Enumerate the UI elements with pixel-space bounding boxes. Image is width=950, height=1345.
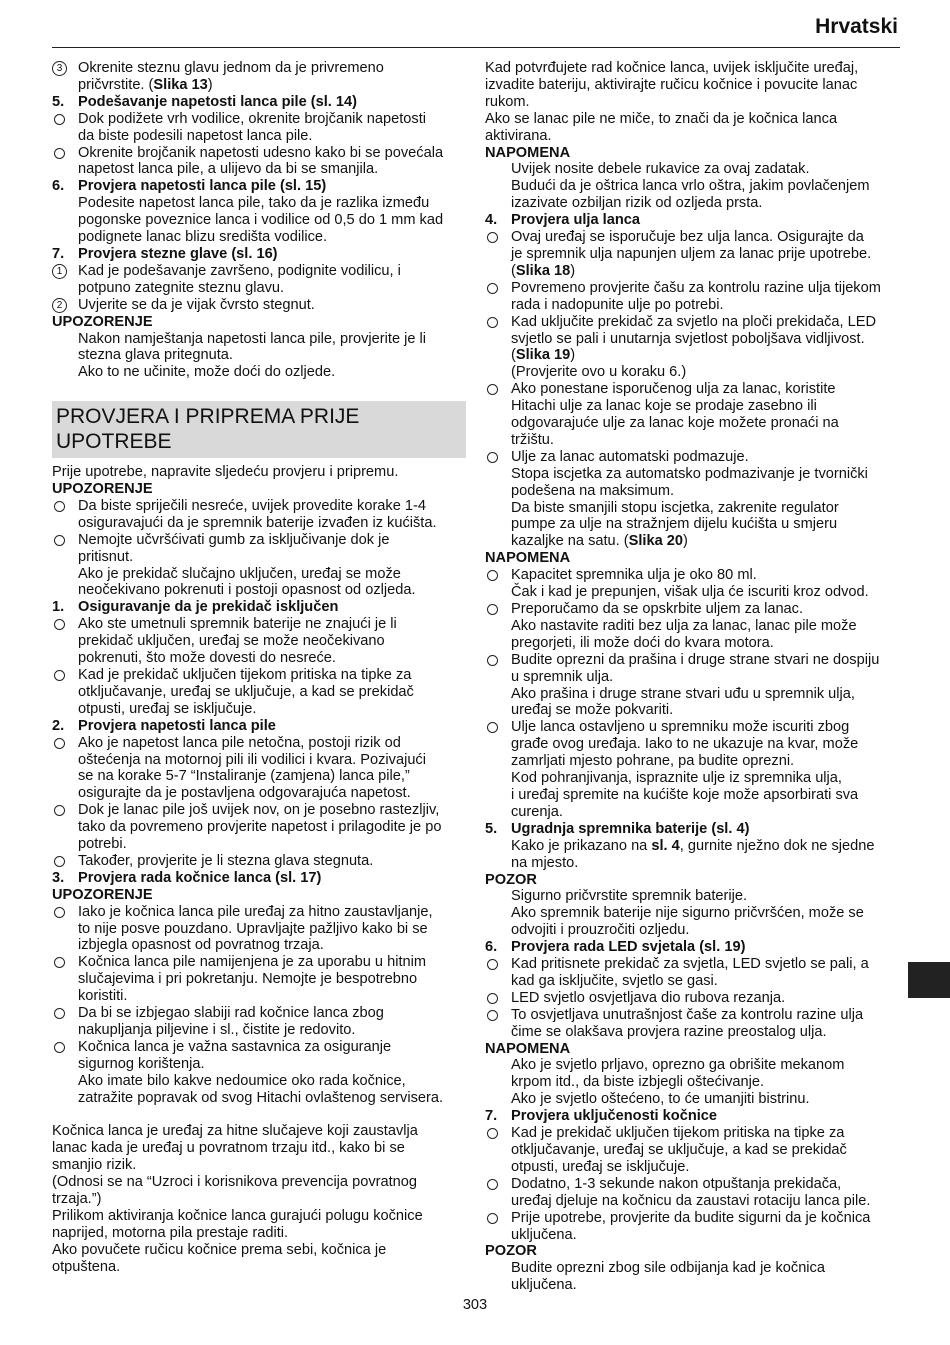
list-item: Preporučamo da se opskrbite uljem za lanac. Ako nastavite raditi bez ulja za lanac, lanac pile može pregorjeti, ili može doći do kvara motora. <box>485 601 900 652</box>
warning-label: UPOZORENJE <box>52 481 153 498</box>
bullet-circle-icon <box>487 722 498 733</box>
list-item: Također, provjerite je li stezna glava stegnuta. <box>52 853 466 870</box>
numbered-heading: 5. Podešavanje napetosti lanca pile (sl. 14) <box>52 93 358 110</box>
list-item: To osvjetljava unutrašnjost čaše za kontrolu razine ulja čime se olakšava provjera razine preostalog ulja. <box>485 1007 900 1041</box>
list-item <box>52 111 466 145</box>
numbered-heading: 7. Provjera stezne glave (sl. 16) <box>52 245 278 262</box>
numbered-heading: 6. Provjera napetosti lanca pile (sl. 15) <box>52 178 327 195</box>
list-item: Ovaj uređaj se isporučuje bez ulja lanca. Osigurajte da je spremnik ulja napunjen uljem za lanac prije upotrebe. (Slika 18) <box>485 229 900 280</box>
list-item <box>52 145 466 179</box>
note-label: NAPOMENA <box>485 144 571 161</box>
numbered-heading: 3. Provjera rada kočnice lanca (sl. 17) <box>52 869 322 886</box>
bullet-circle-icon <box>487 384 498 395</box>
list-item: LED svjetlo osvjetljava dio rubova rezanja. <box>485 990 900 1007</box>
bullet-circle-icon <box>487 959 498 970</box>
text-line: Okrenite steznu glavu jednom da je privremeno <box>78 60 384 76</box>
numbered-heading: 5. Ugradnja spremnika baterije (sl. 4) <box>485 820 750 837</box>
note-text: Ako je svjetlo prljavo, oprezno ga obrišite mekanom krpom itd., da biste izbjegli oštećivanje. Ako je svjetlo oštećeno, to će umanjiti bistrinu. <box>511 1057 845 1108</box>
note-label: NAPOMENA <box>485 1040 571 1057</box>
bullet-circle-icon <box>487 655 498 666</box>
paragraph: Podesite napetost lanca pile, tako da je razlika između pogonske poveznice lanca i vodilice od 0,5 do 1 mm kad podignete lanac blizu središta vodilice. <box>78 195 444 246</box>
caution-label: POZOR <box>485 871 537 888</box>
bullet-circle-icon <box>54 535 65 546</box>
bullet-circle-icon <box>54 907 65 918</box>
bullet-circle-icon <box>487 1010 498 1021</box>
intro-text: Prije upotrebe, napravite sljedeću provjeru i pripremu. <box>52 464 399 481</box>
numbered-heading: 2. Provjera napetosti lanca pile <box>52 717 276 734</box>
bullet-circle-icon <box>54 670 65 681</box>
list-item: Dodatno, 1-3 sekunde nakon otpuštanja prekidača, uređaj djeluje na kočnicu da zaustavi rotaciju lanca pile. <box>485 1176 900 1210</box>
bullet-circle-icon <box>54 501 65 512</box>
list-item: Dok je lanac pile još uvijek nov, on je posebno rastezljiv, tako da povremeno provjerite napetost i prilagodite je po potrebi. <box>52 802 466 853</box>
list-item: 1 Kad je podešavanje završeno, podignite vodilicu, i potpuno zategnite steznu glavu. <box>52 263 466 297</box>
list-item: Da bi se izbjegao slabiji rad kočnice lanca zbog nakupljanja piljevine i sl., čistite je redovito. <box>52 1005 466 1039</box>
bullet-circle-icon <box>487 570 498 581</box>
list-item: Ulje lanca ostavljeno u spremniku može iscuriti zbog građe ovog uređaja. Iako to ne ukazuje na kvar, može zamrljati mjesto pohrane, pa budite oprezni. Kod pohranjivanja, ispraznite ulje iz spremnika ulja, i uređaj spremite na kućište koje može apsorbirati sva curenja. <box>485 719 900 820</box>
bullet-circle-icon <box>54 957 65 968</box>
list-item: Ako je napetost lanca pile netočna, postoji rizik od oštećenja na motornoj pili ili vodilici i kvara. Pozivajući se na korake 5-7 “Instaliranje (zamjena) lanca pile,” osigurajte da je postavljena odgovarajuća napetost. <box>52 735 466 803</box>
numbered-heading: 6. Provjera rada LED svjetala (sl. 19) <box>485 939 746 956</box>
list-item: 2 Uvjerite se da je vijak čvrsto stegnut. <box>52 297 466 314</box>
text-line: pričvrstite. (Slika 13) <box>78 76 213 93</box>
section-heading: PROVJERA I PRIPREMA PRIJE UPOTREBE <box>52 401 466 458</box>
list-item: Da biste spriječili nesreće, uvijek provedite korake 1-4 osiguravajući da je spremnik baterije izvađen iz kućišta. <box>52 498 466 532</box>
language-label: Hrvatski <box>815 15 898 38</box>
header-rule <box>52 47 900 48</box>
list-item: Kočnica lanca je važna sastavnica za osiguranje sigurnog korištenja. Ako imate bilo kakve nedoumice oko rada kočnice, zatražite popravak od svog Hitachi ovlaštenog servisera. <box>52 1039 466 1107</box>
caution-text: Budite oprezni zbog sile odbijanja kad je kočnica uključena. <box>511 1260 825 1294</box>
bullet-circle-icon <box>54 148 65 159</box>
list-item: Ulje za lanac automatski podmazuje. Stopa iscjetka za automatsko podmazivanje je tvornički podešena na maksimum. Da biste smanjili stopu iscjetka, zakrenite regulator pumpe za ulje na stražnjem dijelu kućišta u smjeru kazaljke na satu. (Slika 20) <box>485 449 900 550</box>
text-line: napetost lanca pile, a ulijevo da bi se smanjila. <box>78 161 379 178</box>
list-item: Iako je kočnica lanca pile uređaj za hitno zaustavljanje, to nije posve pouzdano. Upravljajte pažljivo kako bi se izbjegla opasnost od povratnog trzaja. <box>52 904 466 955</box>
text-line: Okrenite brojčanik napetosti udesno kako bi se povećala <box>78 144 444 161</box>
list-item: Kad pritisnete prekidač za svjetla, LED svjetlo se pali, a kad ga isključite, svjetlo se gasi. <box>485 956 900 990</box>
bullet-circle-icon <box>54 1042 65 1053</box>
list-item: Kapacitet spremnika ulja je oko 80 ml. Čak i kad je prepunjen, višak ulja će iscuriti kroz odvod. <box>485 567 900 601</box>
list-item: Ako ponestane isporučenog ulja za lanac, koristite Hitachi ulje za lanac koje se prodaje zasebno ili odgovarajuće ulje za lanac koje možete pronaći na tržištu. <box>485 381 900 449</box>
page-number: 303 <box>462 1297 488 1313</box>
list-item <box>52 60 466 94</box>
language-tab-marker <box>908 962 950 998</box>
circled-number-marker: 3 <box>52 61 67 76</box>
paragraph: Kako je prikazano na sl. 4, gurnite nježno dok ne sjedne na mjesto. <box>511 837 875 871</box>
list-item: Kad uključite prekidač za svjetlo na ploči prekidača, LED svjetlo se pali i unutarnja svjetlost poboljšava vidljivost. (Slika 19) (Provjerite ovo u koraku 6.) <box>485 314 900 382</box>
bullet-circle-icon <box>487 993 498 1004</box>
bullet-circle-icon <box>54 619 65 630</box>
left-column <box>52 60 466 1276</box>
bullet-circle-icon <box>54 856 65 867</box>
text-line: Dok podižete vrh vodilice, okrenite brojčanik napetosti <box>78 110 427 127</box>
note-label: NAPOMENA <box>485 550 571 567</box>
list-item: Budite oprezni da prašina i druge strane stvari ne dospiju u spremnik ulja. Ako prašina i druge strane stvari uđu u spremnik ulja, uređaj se može pokvariti. <box>485 652 900 720</box>
numbered-heading: 1. Osiguravanje da je prekidač isključen <box>52 599 339 616</box>
numbered-heading: 4. Provjera ulja lanca <box>485 212 640 229</box>
bullet-circle-icon <box>54 1008 65 1019</box>
list-item: Kočnica lanca pile namijenjena je za uporabu u hitnim slučajevima i pri pokretanju. Nemojte je bespotrebno koristiti. <box>52 954 466 1005</box>
bullet-circle-icon <box>54 738 65 749</box>
bullet-circle-icon <box>487 232 498 243</box>
paragraph: Kad potvrđujete rad kočnice lanca, uvijek isključite uređaj, izvadite bateriju, aktivirajte ručicu kočnice i povucite lanac rukom. Ako se lanac pile ne miče, to znači da je kočnica lanca aktivirana. <box>485 60 859 144</box>
bullet-circle-icon <box>487 604 498 615</box>
note-text: Uvijek nosite debele rukavice za ovaj zadatak. Budući da je oštrica lanca vrlo oštra, jakim povlačenjem izazivate ozbiljan rizik od ozljeda prsta. <box>511 161 870 212</box>
bullet-circle-icon <box>487 1179 498 1190</box>
list-item: Kad je prekidač uključen tijekom pritiska na tipke za otključavanje, uređaj se uključuje, a kad se prekidač otpusti, uređaj se isključuje. <box>485 1125 900 1176</box>
bullet-circle-icon <box>487 452 498 463</box>
list-item: Ako ste umetnuli spremnik baterije ne znajući je li prekidač uključen, uređaj se može neočekivano pokrenuti, što može dovesti do nesreće. <box>52 616 466 667</box>
circled-number-marker: 1 <box>52 264 67 279</box>
bullet-circle-icon <box>487 1128 498 1139</box>
list-item: Povremeno provjerite čašu za kontrolu razine ulja tijekom rada i nadopunite ulje po potrebi. <box>485 280 900 314</box>
paragraph: Kočnica lanca je uređaj za hitne slučajeve koji zaustavlja lanac kada je uređaj u povratnom trzaju itd., kako bi se smanjio rizik. (Odnosi se na “Uzroci i korisnikova prevencija povratnog trzaja.”) Prilikom aktiviranja kočnice lanca gurajući polugu kočnice naprijed, motorna pila prestaje raditi. Ako povučete ručicu kočnice prema sebi, kočnica je otpuštena. <box>52 1123 423 1275</box>
bullet-circle-icon <box>487 1213 498 1224</box>
numbered-heading: 7. Provjera uključenosti kočnice <box>485 1108 718 1125</box>
caution-text: Sigurno pričvrstite spremnik baterije. Ako spremnik baterije nije sigurno pričvršćen, može se odvojiti i prouzročiti ozljedu. <box>511 888 864 939</box>
warning-text: Nakon namještanja napetosti lanca pile, provjerite je li stezna glava pritegnuta. Ako to ne učinite, može doći do ozljede. <box>78 330 427 381</box>
text-line: da biste podesili napetost lanca pile. <box>78 127 313 144</box>
bullet-circle-icon <box>54 114 65 125</box>
bullet-circle-icon <box>487 317 498 328</box>
bullet-circle-icon <box>54 805 65 816</box>
warning-label: UPOZORENJE <box>52 886 153 903</box>
circled-number-marker: 2 <box>52 298 67 313</box>
caution-label: POZOR <box>485 1243 537 1260</box>
list-item: Prije upotrebe, provjerite da budite sigurni da je kočnica uključena. <box>485 1210 900 1244</box>
right-column <box>485 60 900 1294</box>
warning-label: UPOZORENJE <box>52 313 153 330</box>
bullet-circle-icon <box>487 283 498 294</box>
list-item: Nemojte učvršćivati gumb za isključivanje dok je pritisnut. Ako je prekidač slučajno uključen, uređaj se može neočekivano pokrenuti i postoji opasnost od ozljeda. <box>52 532 466 600</box>
list-item: Kad je prekidač uključen tijekom pritiska na tipke za otključavanje, uređaj se uključuje, a kad se prekidač otpusti, uređaj se isključuje. <box>52 667 466 718</box>
